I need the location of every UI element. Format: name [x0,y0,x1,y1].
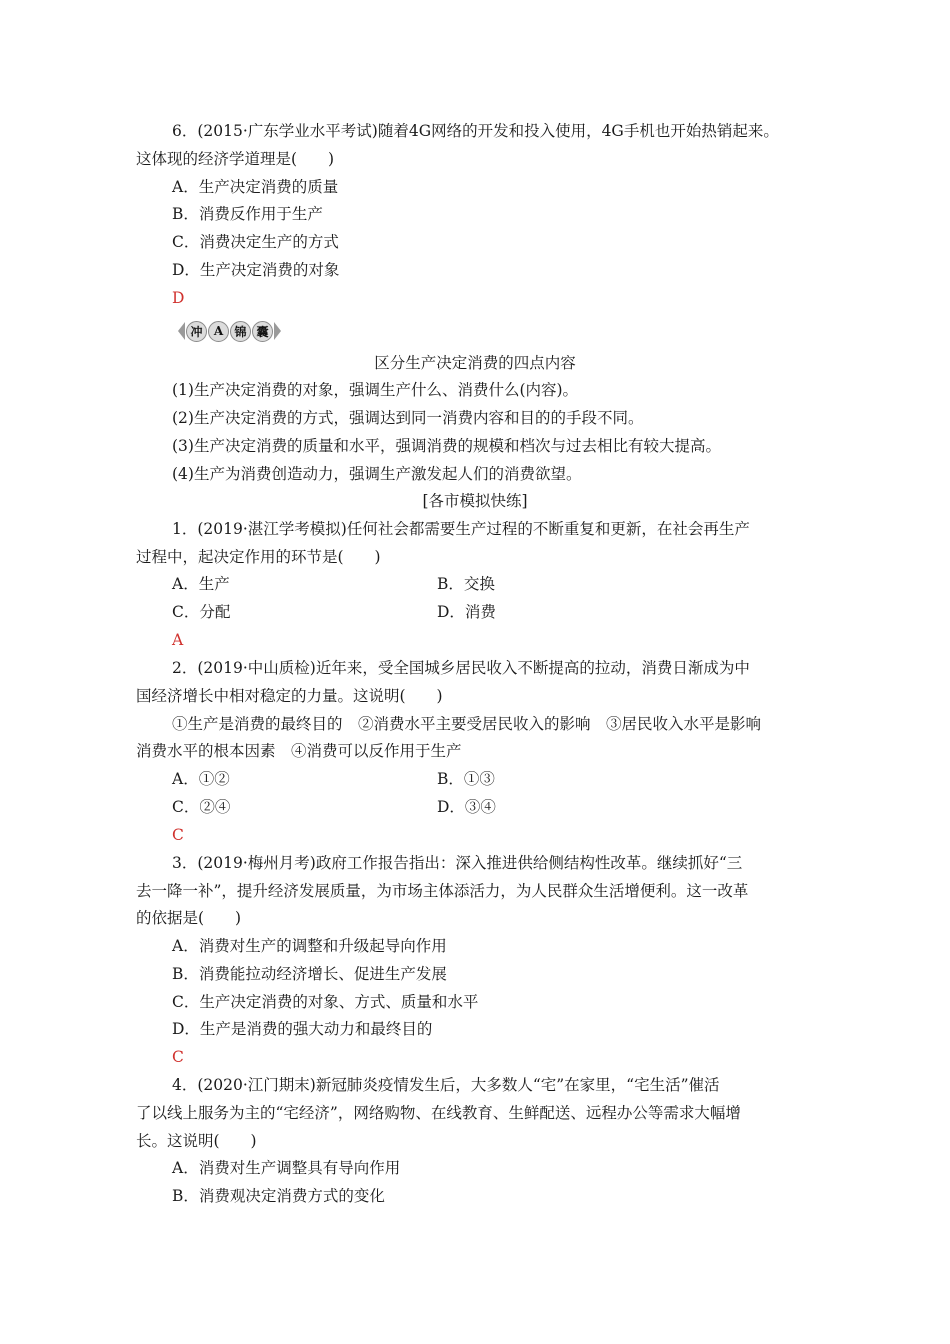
q6-option-d: D．生产决定消费的对象 [172,261,340,279]
tips-item-4: (4)生产为消费创造动力，强调生产激发起人们的消费欲望。 [172,465,582,483]
tips-item-1: (1)生产决定消费的对象，强调生产什么、消费什么(内容)。 [172,381,579,399]
q6-answer: D [172,289,185,307]
tips-item-3: (3)生产决定消费的质量和水平，强调消费的规模和档次与过去相比有较大提高。 [172,437,721,455]
q4-stem-line2: 了以线上服务为主的“宅经济”，网络购物、在线教育、生鲜配送、远程办公等需求大幅增 [136,1104,741,1122]
q2-stem-line2: 国经济增长中相对稳定的力量。这说明( ) [136,687,443,705]
q6-stem-line2: 这体现的经济学道理是( ) [136,150,335,168]
q1-option-d: D．消费 [437,603,496,621]
q3-stem-line3: 的依据是( ) [136,909,242,927]
q4-option-b: B．消费观决定消费方式的变化 [172,1187,385,1205]
q3-stem-line2: 去一降一补”，提升经济发展质量，为市场主体添活力，为人民群众生活增便利。这一改革 [136,882,749,900]
q1-option-b: B．交换 [437,575,495,593]
q2-stem-line1: 2．(2019·中山质检)近年来，受全国城乡居民收入不断提高的拉动，消费日渐成为中 [172,659,750,677]
q6-option-a: A．生产决定消费的质量 [172,178,339,196]
q3-option-c: C．生产决定消费的对象、方式、质量和水平 [172,993,479,1011]
q2-option-a: A．①② [172,770,230,788]
q3-option-b: B．消费能拉动经济增长、促进生产发展 [172,965,447,983]
q4-option-a: A．消费对生产调整具有导向作用 [172,1159,401,1177]
badge-char: 囊 [252,321,273,342]
q2-option-d: D．③④ [437,798,496,816]
tips-item-2: (2)生产决定消费的方式，强调达到同一消费内容和目的的手段不同。 [172,409,644,427]
q1-answer: A [172,631,184,649]
chong-a-jinnang-badge [178,318,281,344]
tips-title: 区分生产决定消费的四点内容 [374,354,576,372]
q4-stem-line3: 长。这说明( ) [136,1132,257,1150]
badge-char: A [208,321,229,342]
q1-option-c: C．分配 [172,603,231,621]
q6-stem-line1: 6．(2015·广东学业水平考试)随着4G网络的开发和投入使用，4G手机也开始热销起来。 [172,122,779,140]
q2-answer: C [172,826,184,844]
q3-option-d: D．生产是消费的强大动力和最终目的 [172,1020,433,1038]
q3-option-a: A．消费对生产的调整和升级起导向作用 [172,937,447,955]
q2-option-b: B．①③ [437,770,495,788]
q6-option-c: C．消费决定生产的方式 [172,233,339,251]
q1-option-a: A．生产 [172,575,230,593]
q6-option-b: B．消费反作用于生产 [172,205,323,223]
badge-left-arrow [178,322,185,340]
q3-stem-line1: 3．(2019·梅州月考)政府工作报告指出：深入推进供给侧结构性改革。继续抓好“三 [172,854,743,872]
q4-stem-line1: 4．(2020·江门期末)新冠肺炎疫情发生后，大多数人“宅”在家里，“宅生活”催活 [172,1076,720,1094]
q2-sub-line2: 消费水平的根本因素 ④消费可以反作用于生产 [136,742,462,760]
q1-stem-line2: 过程中，起决定作用的环节是( ) [136,548,381,566]
section-title: [各市模拟快练] [422,492,528,510]
badge-right-arrow [274,322,281,340]
badge-char: 锦 [230,321,251,342]
q1-stem-line1: 1．(2019·湛江学考模拟)任何社会都需要生产过程的不断重复和更新，在社会再生产 [172,520,750,538]
q2-sub-line1: ①生产是消费的最终目的 ②消费水平主要受居民收入的影响 ③居民收入水平是影响 [172,715,762,733]
badge-char: 冲 [186,321,207,342]
q2-option-c: C．②④ [172,798,231,816]
q3-answer: C [172,1048,184,1066]
